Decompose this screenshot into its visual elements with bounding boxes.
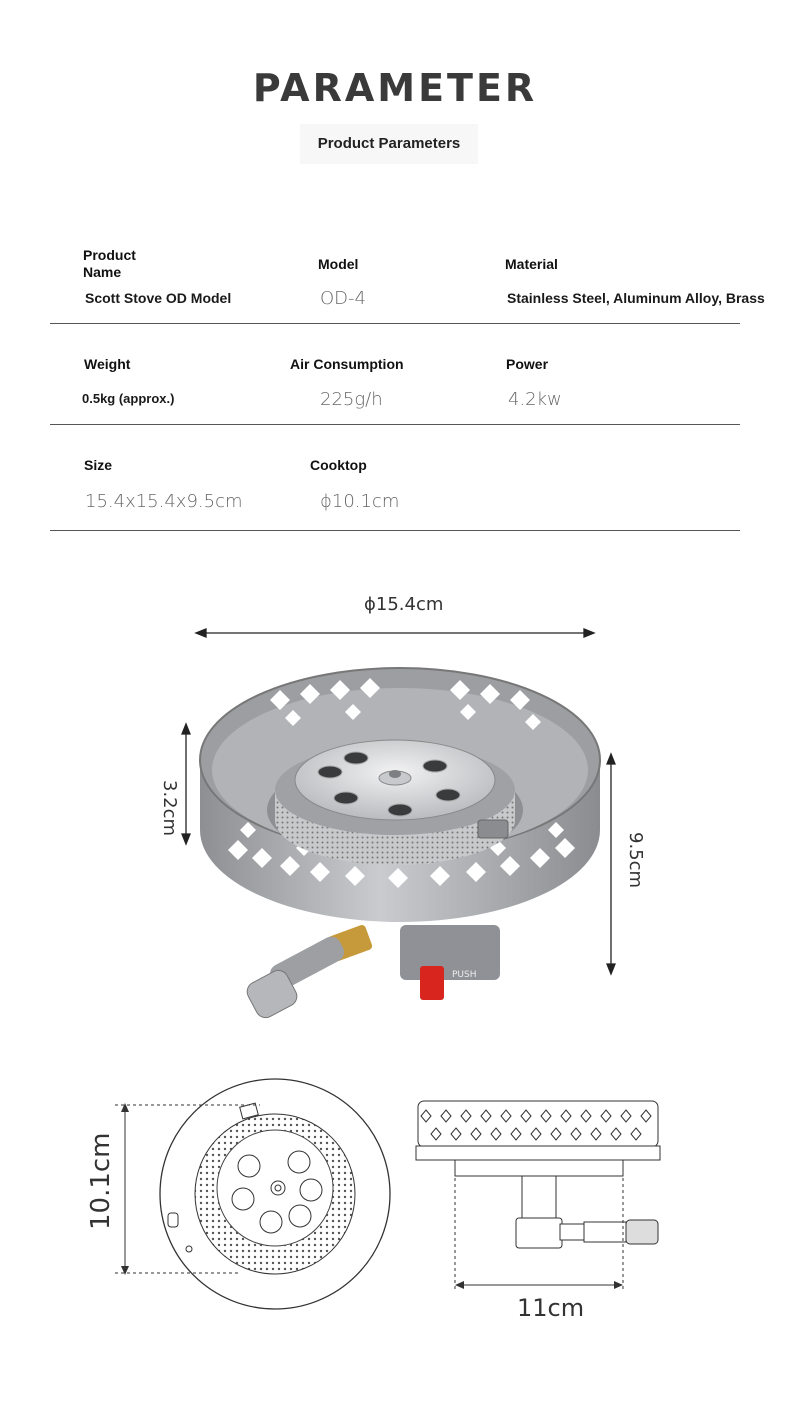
top-view bbox=[115, 1079, 390, 1309]
arrow-burner-height bbox=[182, 724, 190, 844]
dimension-burner-height-label: 3.2cm bbox=[159, 780, 180, 837]
spec-value-weight: 0.5kg (approx.) bbox=[82, 391, 175, 406]
spec-label-weight: Weight bbox=[84, 356, 131, 372]
page-subtitle: Product Parameters bbox=[300, 124, 478, 164]
spec-label-air-consumption: Air Consumption bbox=[290, 356, 404, 372]
spec-value-air-consumption: 225g/h bbox=[320, 389, 383, 410]
spec-value-model: OD-4 bbox=[320, 288, 366, 309]
side-view bbox=[416, 1101, 660, 1292]
spec-value-size: 15.4x15.4x9.5cm bbox=[85, 491, 243, 512]
spec-label-power: Power bbox=[506, 356, 549, 372]
spec-value-power: 4.2kw bbox=[508, 389, 562, 410]
dimension-total-height-label: 9.5cm bbox=[625, 832, 646, 889]
spec-label-size: Size bbox=[84, 457, 113, 473]
spec-label-product-name: Product Name bbox=[83, 247, 136, 280]
arrow-total-height bbox=[607, 754, 615, 974]
dimension-base-width-label: 11cm bbox=[517, 1294, 585, 1322]
gas-connector bbox=[244, 924, 500, 1021]
spec-label-cooktop: Cooktop bbox=[310, 457, 367, 473]
spec-value-product-name: Scott Stove OD Model bbox=[85, 290, 232, 306]
spec-value-material: Stainless Steel, Aluminum Alloy, Brass bbox=[507, 290, 765, 306]
arrow-diameter bbox=[196, 629, 594, 637]
spec-label-model: Model bbox=[318, 256, 359, 272]
dimension-diameter-label: ϕ15.4cm bbox=[364, 594, 444, 615]
spec-label-material: Material bbox=[505, 256, 558, 272]
page-title: PARAMETER bbox=[252, 66, 538, 110]
push-label: PUSH bbox=[452, 970, 477, 980]
spec-value-cooktop: ϕ10.1cm bbox=[320, 491, 400, 512]
dimension-cooktop-label: 10.1cm bbox=[86, 1132, 116, 1230]
